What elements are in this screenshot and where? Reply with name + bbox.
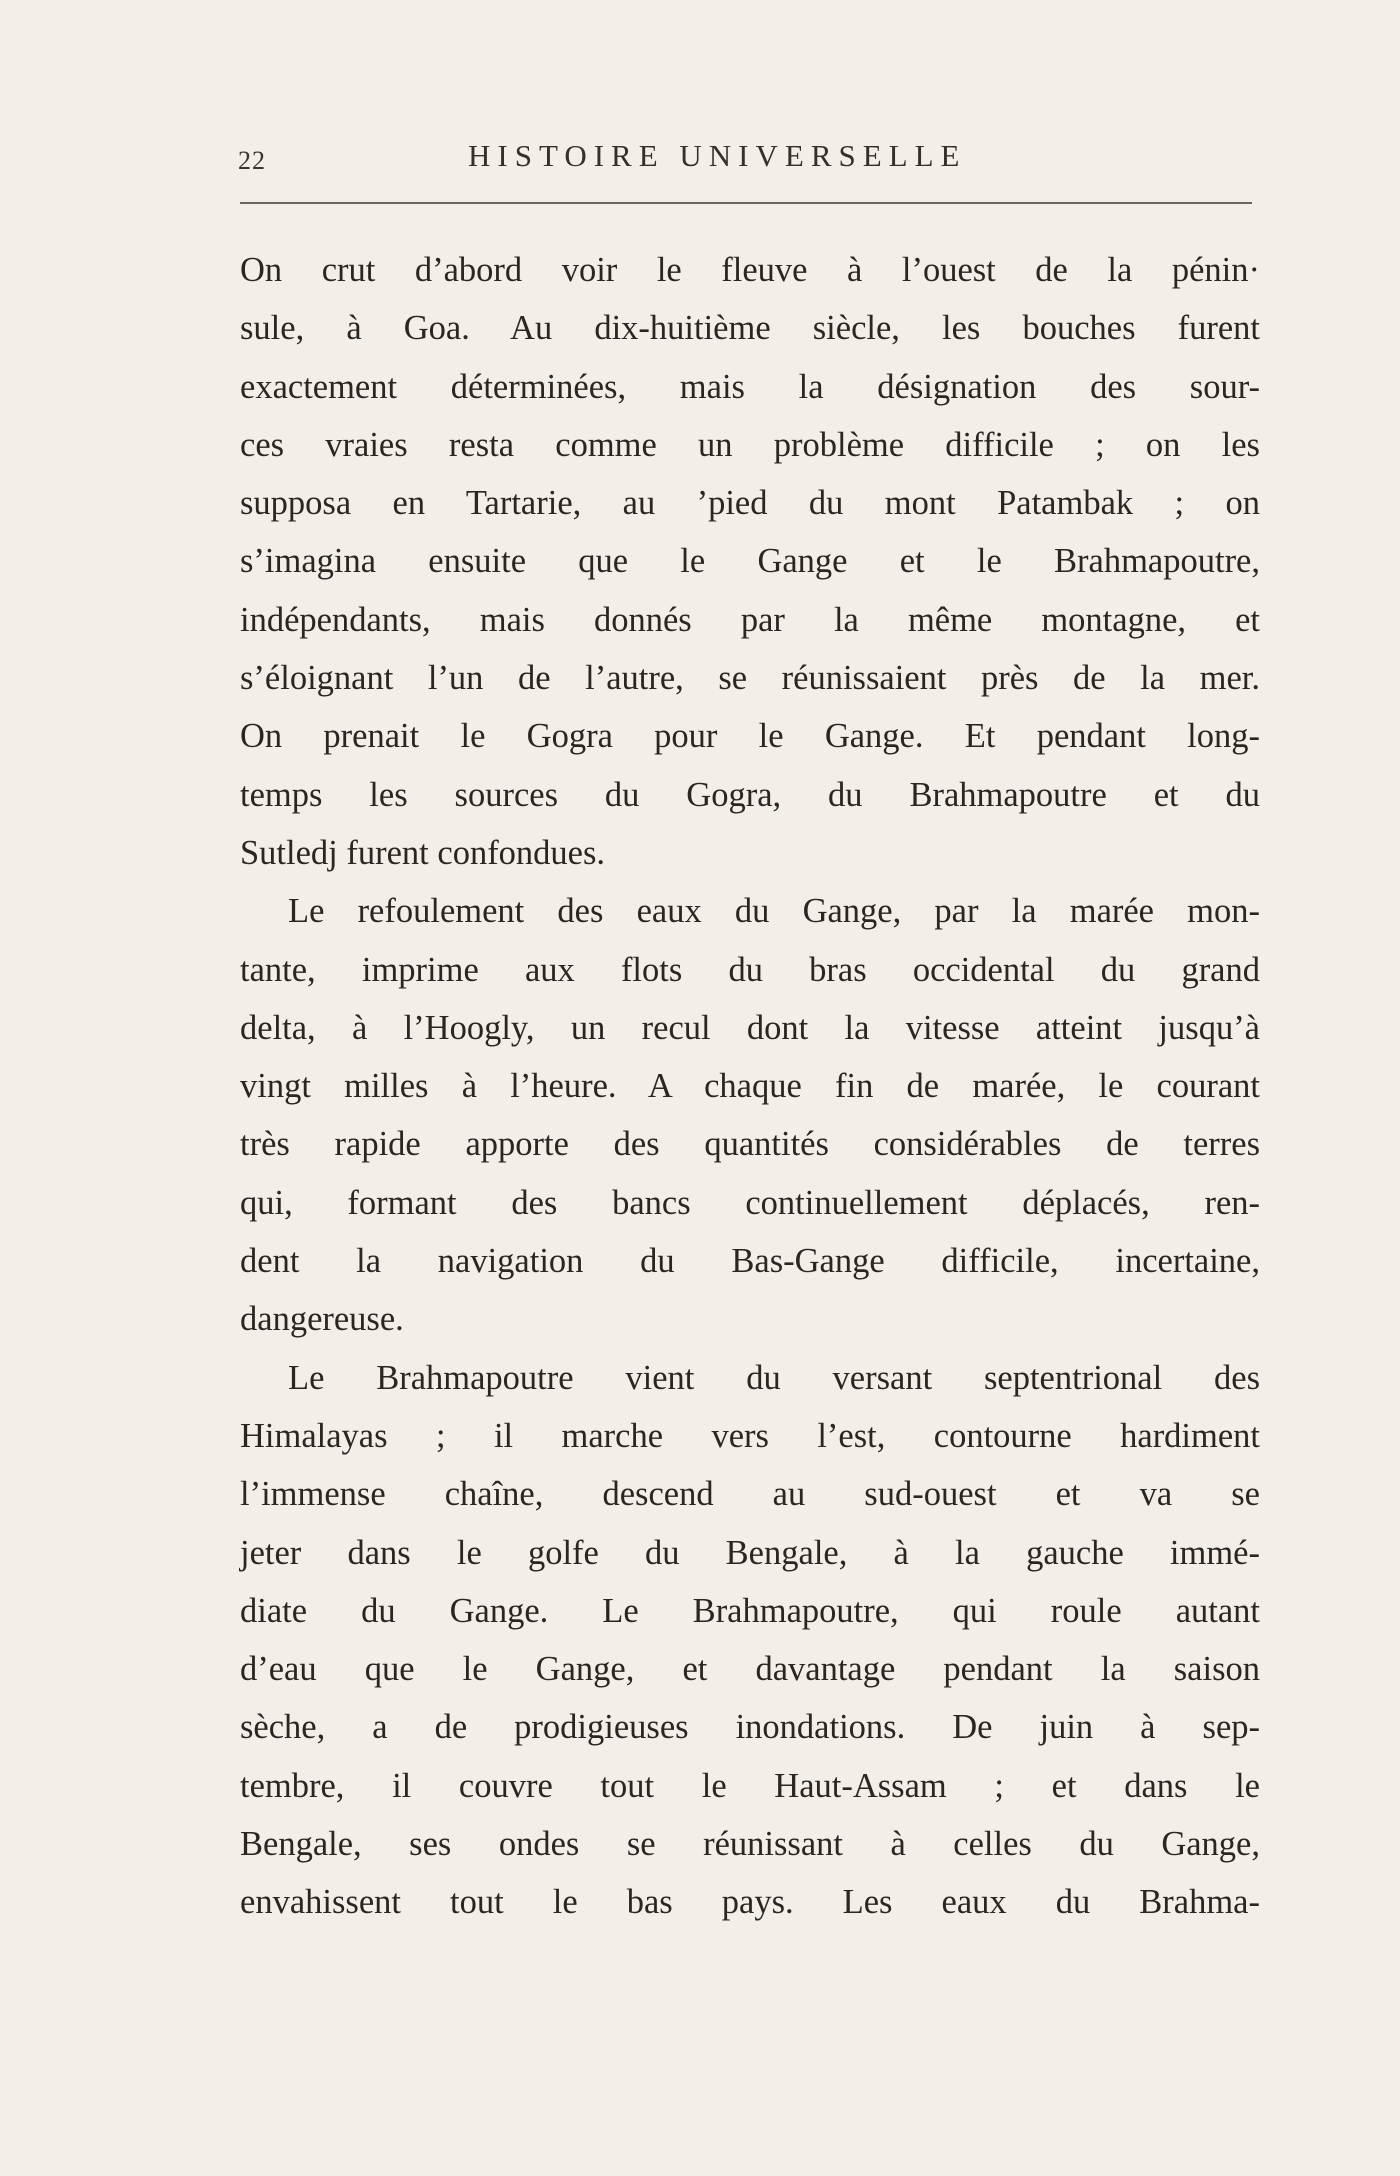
text-line: supposa en Tartarie, au ’pied du mont Patambak ; on — [240, 484, 1260, 523]
header-rule — [240, 202, 1252, 204]
text-line: d’eau que le Gange, et davantage pendant la saison — [240, 1650, 1260, 1689]
text-line: l’immense chaîne, descend au sud-ouest et va se — [240, 1475, 1260, 1514]
text-line: On prenait le Gogra pour le Gange. Et pendant long- — [240, 717, 1260, 756]
text-line: envahissent tout le bas pays. Les eaux du Brahma- — [240, 1883, 1260, 1922]
page-number: 22 — [238, 146, 266, 175]
text-line: Himalayas ; il marche vers l’est, contourne hardiment — [240, 1416, 1260, 1455]
text-line: tembre, il couvre tout le Haut-Assam ; et dans le — [240, 1766, 1260, 1805]
text-line: Sutledj furent confondues. — [240, 833, 606, 872]
text-line: Bengale, ses ondes se réunissant à celles du Gange, — [240, 1825, 1260, 1864]
text-line: dent la navigation du Bas-Gange difficile, incertaine, — [240, 1242, 1260, 1281]
text-line: exactement déterminées, mais la désignation des sour- — [240, 367, 1260, 406]
text-line: Le refoulement des eaux du Gange, par la marée mon- — [288, 892, 1260, 931]
text-line: qui, formant des bancs continuellement déplacés, ren- — [240, 1183, 1260, 1222]
running-head — [238, 138, 1250, 186]
text-line: diate du Gange. Le Brahmapoutre, qui roule autant — [240, 1591, 1260, 1630]
text-line: vingt milles à l’heure. A chaque fin de marée, le courant — [240, 1067, 1260, 1106]
text-line: sèche, a de prodigieuses inondations. De juin à sep- — [240, 1708, 1260, 1747]
text-line: indépendants, mais donnés par la même montagne, et — [240, 600, 1260, 639]
text-line: delta, à l’Hoogly, un recul dont la vitesse atteint jusqu’à — [240, 1008, 1260, 1047]
body-text — [240, 241, 1260, 1932]
running-title: HISTOIRE UNIVERSELLE — [468, 138, 967, 173]
text-line: s’imagina ensuite que le Gange et le Brahmapoutre, — [240, 542, 1260, 581]
text-line: s’éloignant l’un de l’autre, se réunissaient près de la mer. — [240, 659, 1260, 698]
text-line: jeter dans le golfe du Bengale, à la gauche immé- — [240, 1533, 1260, 1572]
text-line: très rapide apporte des quantités considérables de terres — [240, 1125, 1260, 1164]
text-line: sule, à Goa. Au dix-huitième siècle, les bouches furent — [240, 309, 1260, 348]
text-line: dangereuse. — [240, 1300, 404, 1339]
text-line: On crut d’abord voir le fleuve à l’ouest de la pénin· — [240, 251, 1260, 289]
text-line: Le Brahmapoutre vient du versant septentrional des — [288, 1358, 1260, 1397]
text-line: temps les sources du Gogra, du Brahmapoutre et du — [240, 775, 1260, 814]
text-line: tante, imprime aux flots du bras occidental du grand — [240, 950, 1260, 989]
text-line: ces vraies resta comme un problème difficile ; on les — [240, 425, 1260, 464]
